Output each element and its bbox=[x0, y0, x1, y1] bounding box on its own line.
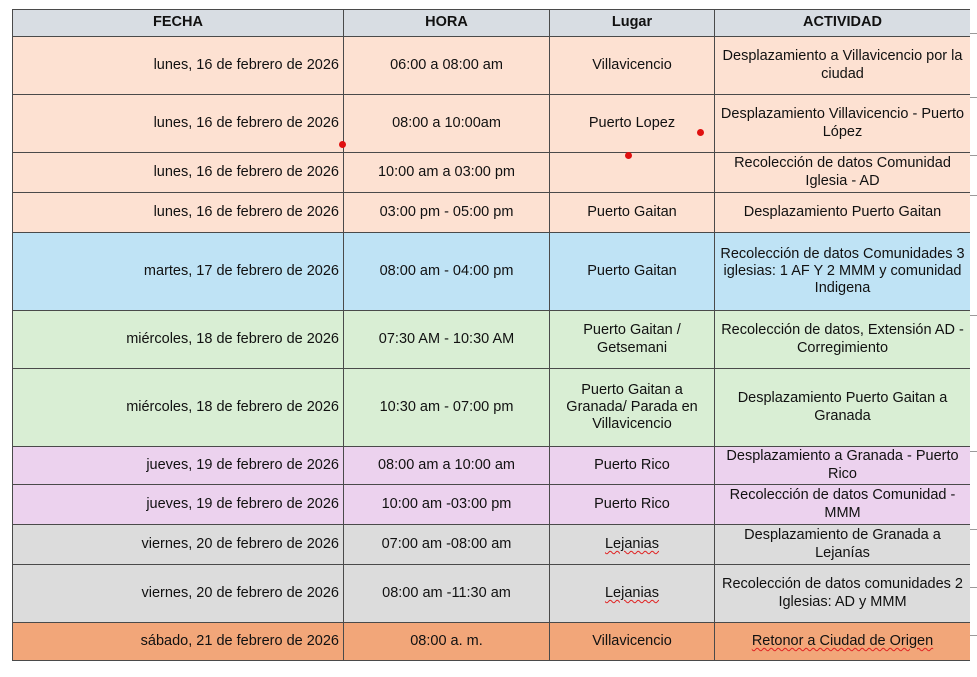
actividad-cell[interactable]: Desplazamiento a Granada - Puerto Rico bbox=[715, 447, 971, 485]
lugar-cell[interactable]: Puerto Gaitan bbox=[550, 233, 715, 311]
fecha-cell[interactable]: lunes, 16 de febrero de 2026 bbox=[13, 153, 344, 193]
lugar-cell[interactable] bbox=[550, 153, 715, 193]
table-row bbox=[13, 565, 971, 623]
hora-cell[interactable]: 08:00 a. m. bbox=[344, 623, 550, 661]
lugar-text: Lejanias bbox=[604, 535, 659, 552]
table-row bbox=[13, 233, 971, 311]
lugar-cell[interactable]: Villavicencio bbox=[550, 623, 715, 661]
actividad-cell[interactable]: Recolección de datos comunidades 2 Iglesias: AD y MMM bbox=[715, 565, 971, 623]
fecha-cell[interactable]: martes, 17 de febrero de 2026 bbox=[13, 233, 344, 311]
hora-cell[interactable]: 03:00 pm - 05:00 pm bbox=[344, 193, 550, 233]
hora-cell[interactable]: 10:00 am -03:00 pm bbox=[344, 485, 550, 525]
table-row bbox=[13, 37, 971, 95]
red-marker-dot bbox=[339, 141, 346, 148]
table-row bbox=[13, 95, 971, 153]
actividad-cell[interactable]: Desplazamiento de Granada a Lejanías bbox=[715, 525, 971, 565]
fecha-cell[interactable]: jueves, 19 de febrero de 2026 bbox=[13, 485, 344, 525]
lugar-cell[interactable]: Puerto Lopez bbox=[550, 95, 715, 153]
lugar-cell[interactable]: Puerto Gaitan bbox=[550, 193, 715, 233]
lugar-cell[interactable] bbox=[550, 565, 715, 623]
hora-cell[interactable]: 08:00 a 10:00am bbox=[344, 95, 550, 153]
fecha-cell[interactable]: lunes, 16 de febrero de 2026 bbox=[13, 37, 344, 95]
lugar-cell[interactable]: Puerto Rico bbox=[550, 485, 715, 525]
fecha-cell[interactable]: lunes, 16 de febrero de 2026 bbox=[13, 193, 344, 233]
red-marker-dot bbox=[625, 152, 632, 159]
table-row bbox=[13, 311, 971, 369]
header-row bbox=[13, 10, 971, 37]
actividad-cell[interactable] bbox=[715, 623, 971, 661]
hora-cell[interactable]: 07:00 am -08:00 am bbox=[344, 525, 550, 565]
lugar-cell[interactable]: Puerto Gaitan a Granada/ Parada en Villavicencio bbox=[550, 369, 715, 447]
lugar-text: Lejanias bbox=[604, 584, 659, 601]
table-row bbox=[13, 369, 971, 447]
table-row bbox=[13, 153, 971, 193]
hora-cell[interactable]: 06:00 a 08:00 am bbox=[344, 37, 550, 95]
hora-cell[interactable]: 08:00 am a 10:00 am bbox=[344, 447, 550, 485]
fecha-cell[interactable]: lunes, 16 de febrero de 2026 bbox=[13, 95, 344, 153]
lugar-cell[interactable]: Puerto Gaitan / Getsemani bbox=[550, 311, 715, 369]
actividad-cell[interactable]: Recolección de datos Comunidades 3 iglesias: 1 AF Y 2 MMM y comunidad Indigena bbox=[715, 233, 971, 311]
fecha-cell[interactable]: miércoles, 18 de febrero de 2026 bbox=[13, 311, 344, 369]
actividad-cell[interactable]: Recolección de datos, Extensión AD - Corregimiento bbox=[715, 311, 971, 369]
header-fecha[interactable]: FECHA bbox=[13, 10, 344, 37]
header-actividad[interactable]: ACTIVIDAD bbox=[715, 10, 971, 37]
hora-cell[interactable]: 08:00 am -11:30 am bbox=[344, 565, 550, 623]
table-row bbox=[13, 447, 971, 485]
table-row bbox=[13, 525, 971, 565]
fecha-cell[interactable]: miércoles, 18 de febrero de 2026 bbox=[13, 369, 344, 447]
lugar-cell[interactable] bbox=[550, 525, 715, 565]
hora-cell[interactable]: 07:30 AM - 10:30 AM bbox=[344, 311, 550, 369]
actividad-cell[interactable]: Desplazamiento a Villavicencio por la ciudad bbox=[715, 37, 971, 95]
header-hora[interactable]: HORA bbox=[344, 10, 550, 37]
actividad-cell[interactable]: Desplazamiento Puerto Gaitan a Granada bbox=[715, 369, 971, 447]
hora-cell[interactable]: 08:00 am - 04:00 pm bbox=[344, 233, 550, 311]
fecha-cell[interactable]: viernes, 20 de febrero de 2026 bbox=[13, 525, 344, 565]
actividad-cell[interactable]: Recolección de datos Comunidad Iglesia - AD bbox=[715, 153, 971, 193]
hora-cell[interactable]: 10:00 am a 03:00 pm bbox=[344, 153, 550, 193]
schedule-table bbox=[12, 9, 971, 661]
actividad-cell[interactable]: Desplazamiento Villavicencio - Puerto López bbox=[715, 95, 971, 153]
fecha-cell[interactable]: jueves, 19 de febrero de 2026 bbox=[13, 447, 344, 485]
adjacent-column-edge bbox=[970, 9, 977, 677]
table-row bbox=[13, 623, 971, 661]
fecha-cell[interactable]: sábado, 21 de febrero de 2026 bbox=[13, 623, 344, 661]
actividad-cell[interactable]: Desplazamiento Puerto Gaitan bbox=[715, 193, 971, 233]
hora-cell[interactable]: 10:30 am - 07:00 pm bbox=[344, 369, 550, 447]
table-row bbox=[13, 193, 971, 233]
lugar-cell[interactable]: Puerto Rico bbox=[550, 447, 715, 485]
fecha-cell[interactable]: viernes, 20 de febrero de 2026 bbox=[13, 565, 344, 623]
actividad-text: Retonor a Ciudad de Origen bbox=[751, 632, 934, 649]
table-row bbox=[13, 485, 971, 525]
actividad-cell[interactable]: Recolección de datos Comunidad - MMM bbox=[715, 485, 971, 525]
red-marker-dot bbox=[697, 129, 704, 136]
lugar-cell[interactable]: Villavicencio bbox=[550, 37, 715, 95]
header-lugar[interactable]: Lugar bbox=[550, 10, 715, 37]
